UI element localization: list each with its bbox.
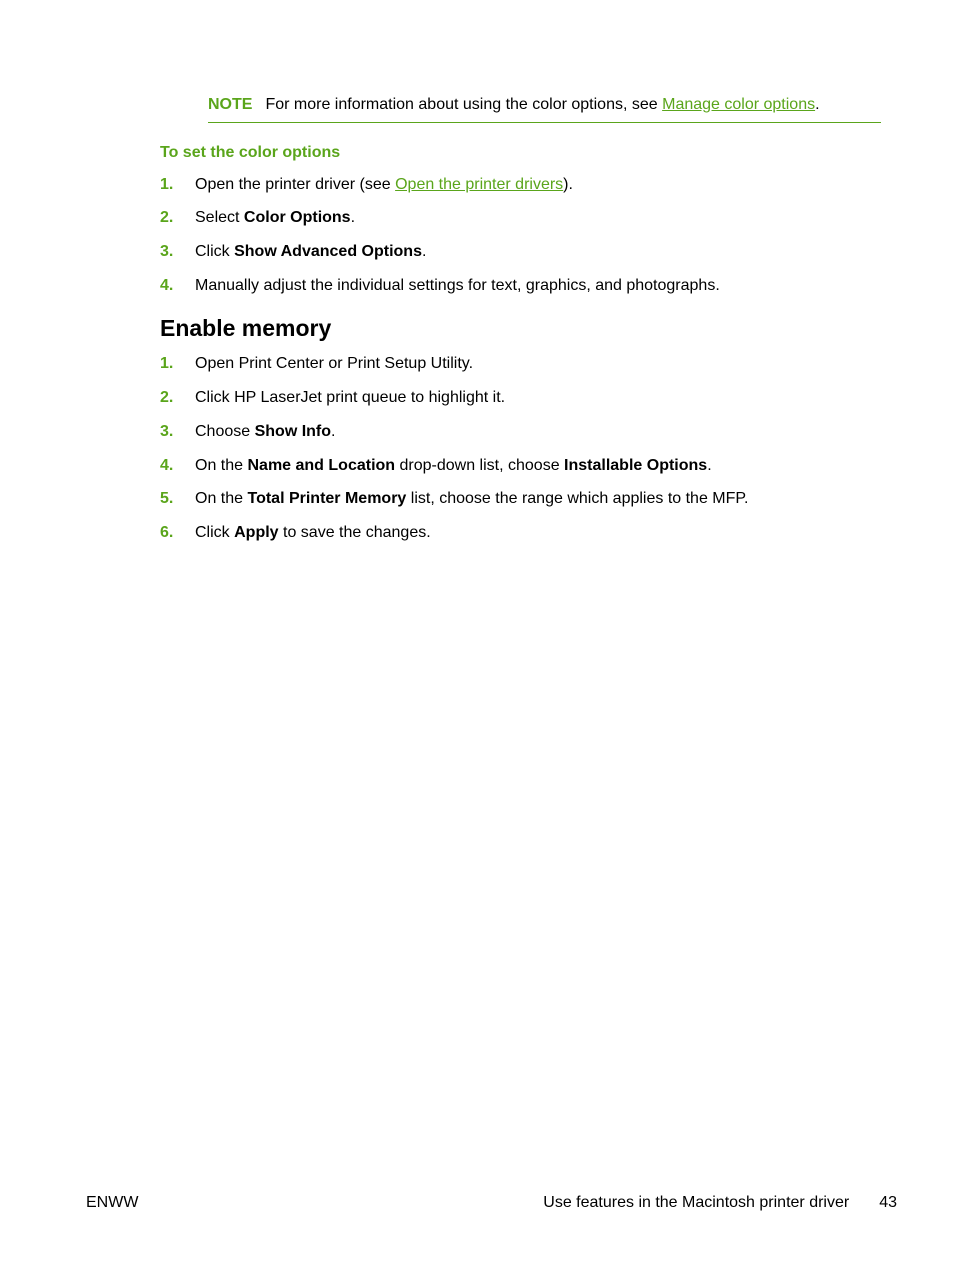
step-number: 2. [160, 389, 174, 406]
step-text: Select Color Options. [195, 209, 356, 226]
step-text: Open the printer driver (see Open the printer drivers). [195, 176, 573, 193]
step-text: Click Apply to save the changes. [195, 524, 431, 541]
step-number: 1. [160, 176, 174, 193]
step-number: 3. [160, 243, 174, 260]
open-printer-drivers-link[interactable]: Open the printer drivers [395, 176, 564, 193]
step-number: 4. [160, 277, 174, 294]
footer-right [543, 1193, 897, 1213]
page-number: 43 [879, 1194, 897, 1211]
step-text: On the Total Printer Memory list, choose the range which applies to the MFP. [195, 490, 749, 507]
step-text: Click Show Advanced Options. [195, 243, 427, 260]
note-text: For more information about using the color options, see [265, 96, 663, 113]
note-label: NOTE [208, 96, 253, 113]
manage-color-options-link[interactable]: Manage color options [662, 96, 816, 113]
step-text: On the Name and Location drop-down list, choose Installable Options. [195, 457, 712, 474]
step-text: Manually adjust the individual settings for text, graphics, and photographs. [195, 277, 720, 294]
step-text: Choose Show Info. [195, 423, 336, 440]
step-number: 4. [160, 457, 174, 474]
step-number: 3. [160, 423, 174, 440]
step-number: 5. [160, 490, 174, 507]
step-number: 2. [160, 209, 174, 226]
color-options-heading: To set the color options [160, 144, 341, 161]
footer-locale: ENWW [86, 1194, 139, 1211]
enable-memory-heading: Enable memory [160, 315, 332, 341]
footer-chapter-title: Use features in the Macintosh printer driver [543, 1194, 850, 1211]
note-box: NOTE For more information about using the color options, see Manage color options. [208, 95, 881, 123]
step-text: Open Print Center or Print Setup Utility. [195, 355, 474, 372]
step-number: 6. [160, 524, 174, 541]
step-text: Click HP LaserJet print queue to highlight it. [195, 389, 506, 406]
step-number: 1. [160, 355, 174, 372]
